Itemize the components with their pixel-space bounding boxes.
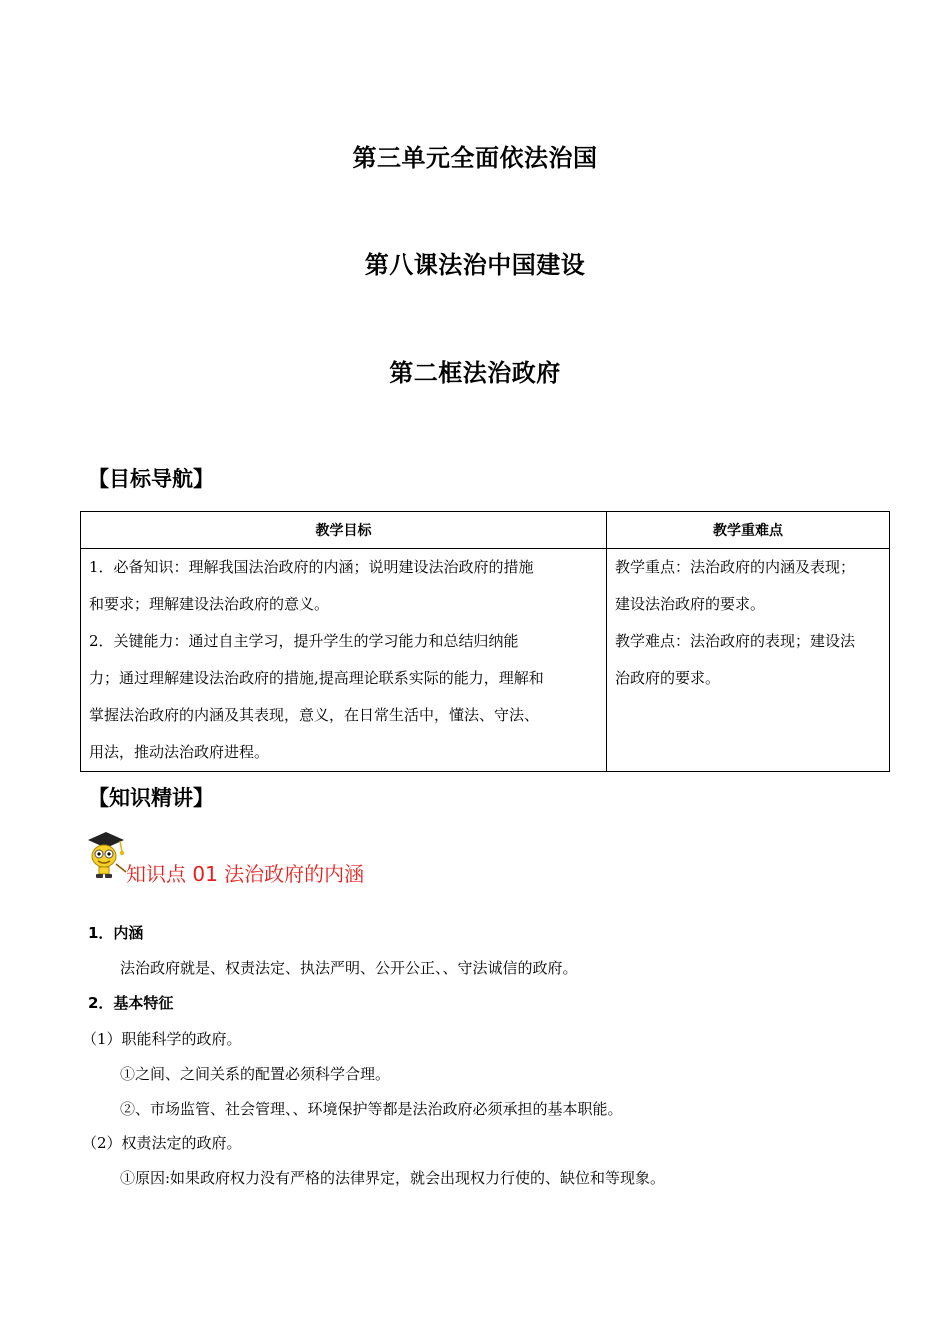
goals-table: [80, 511, 890, 772]
content-line: ①原因:如果政府权力没有严格的法律界定，就会出现权力行使的、缺位和等现象。: [120, 1169, 666, 1187]
knowledge-point-heading: [84, 828, 684, 888]
section-knowledge: 【知识精讲】: [88, 786, 214, 810]
goal-line: 用法，推动法治政府进程。: [89, 743, 270, 761]
graduate-mascot-icon: [84, 828, 128, 880]
goal-line: 2．关键能力：通过自主学习，提升学生的学习能力和总结归纳能: [89, 632, 519, 650]
teaching-goals-cell: [81, 549, 607, 772]
goals-table-body-row: [81, 549, 890, 772]
content-line: ①之间、之间关系的配置必须科学合理。: [120, 1065, 391, 1083]
key-point-line: 教学重点：法治政府的内涵及表现；: [615, 558, 856, 576]
content-heading-features: 2．基本特征: [88, 994, 174, 1012]
goal-line: 掌握法治政府的内涵及其表现，意义，在日常生活中，懂法、守法、: [89, 706, 540, 724]
goal-line: 力；通过理解建设法治政府的措施,提高理论联系实际的能力，理解和: [89, 669, 544, 687]
frame-title: 第二框法治政府: [389, 359, 561, 387]
goals-table-header-row: [81, 512, 890, 549]
lesson-title: 第八课法治中国建设: [364, 251, 586, 279]
key-point-line: 建设法治政府的要求。: [615, 595, 766, 613]
content-line: ②、市场监管、社会管理、、环境保护等都是法治政府必须承担的基本职能。: [120, 1100, 623, 1118]
content-line: （2）权责法定的政府。: [82, 1134, 242, 1152]
key-point-line: 教学难点：法治政府的表现；建设法: [615, 632, 856, 650]
content-heading-connotation: 1．内涵: [88, 924, 144, 942]
key-points-cell: [607, 549, 890, 772]
unit-title: 第三单元全面依法治国: [352, 144, 598, 172]
goal-line: 和要求；理解建设法治政府的意义。: [89, 595, 330, 613]
key-point-line: 治政府的要求。: [615, 669, 721, 687]
goal-line: 1．必备知识：理解我国法治政府的内涵；说明建设法治政府的措施: [89, 558, 534, 576]
header-teaching-goals: 教学目标: [81, 512, 607, 549]
content-line: 法治政府就是、权责法定、执法严明、公开公正、、守法诚信的政府。: [120, 959, 578, 977]
header-key-points: 教学重难点: [607, 512, 890, 549]
section-goal-nav: 【目标导航】: [88, 467, 214, 491]
content-line: （1）职能科学的政府。: [82, 1030, 242, 1048]
knowledge-point-title: 知识点 01 法治政府的内涵: [126, 862, 365, 886]
